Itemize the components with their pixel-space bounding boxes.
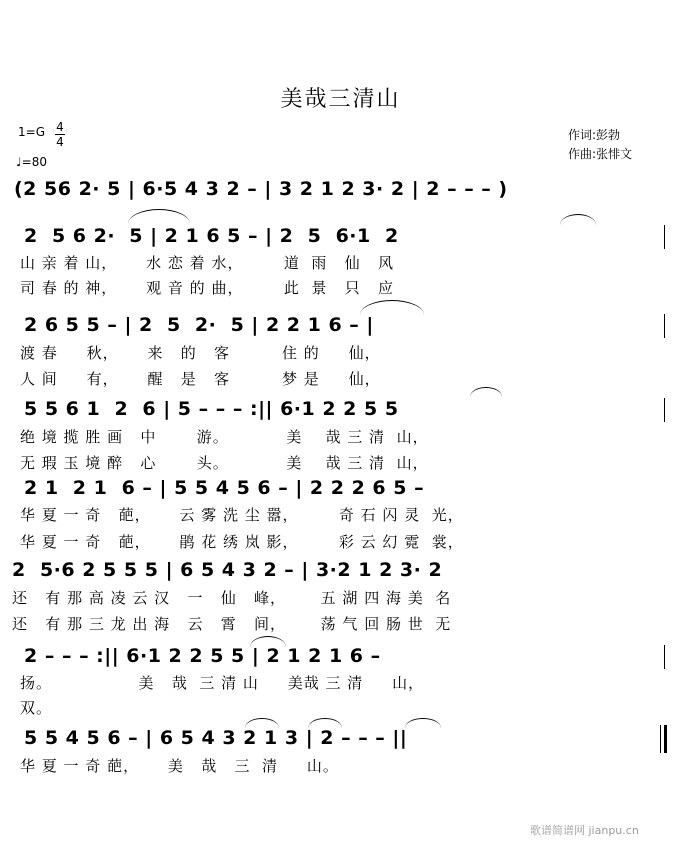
slur-mark <box>405 718 441 728</box>
bar-line <box>664 645 665 669</box>
slur-mark <box>128 209 190 224</box>
tempo-marking <box>16 155 47 169</box>
notation-row-5: 2 1 2 1 6 – | 5 5 4 5 6 – | 2 2 2 6 5 – <box>24 477 425 499</box>
time-numerator: 4 <box>56 120 64 134</box>
slur-mark <box>308 718 342 728</box>
slur-mark <box>470 387 502 397</box>
bar-line <box>664 314 665 338</box>
time-signature <box>54 120 66 149</box>
lyrics-row-8-verse-1: 华 夏 一 奇 葩， 美 哉 三 清 山。 <box>20 757 339 775</box>
lyrics-row-6-verse-2: 还 有 那 三 龙 出 海 云 霄 间， 荡 气 回 肠 世 无 <box>12 615 452 633</box>
bar-line <box>664 398 665 422</box>
lyrics-row-3-verse-1: 渡 春 秋， 来 的 客 住 的 仙， <box>20 344 381 362</box>
watermark: 歌谱简谱网 jianpu.cn <box>530 824 639 837</box>
composer-credit: 作曲:张悱文 <box>568 147 633 161</box>
notation-row-4: 5 5 6 1 2 6 | 5 – – – :|| 6·1 2 2 5 5 <box>24 398 399 420</box>
final-bar-line-thick <box>664 725 667 753</box>
lyricist-credit: 作词:彭勃 <box>568 128 621 142</box>
final-bar-line <box>660 725 661 753</box>
slur-mark <box>360 300 424 315</box>
lyrics-row-6-verse-1: 还 有 那 高 凌 云 汉 一 仙 峰， 五 湖 四 海 美 名 <box>12 589 452 607</box>
notation-row-1: (2 56 2· 5 | 6·5 4 3 2 – | 3 2 1 2 3· 2 | 2 – – – ) <box>14 178 508 200</box>
key-label: 1=G <box>18 125 45 139</box>
lyrics-row-7-verse-2: 双。 <box>20 699 53 717</box>
lyrics-row-5-verse-2: 华 夏 一 奇 葩， 鹃 花 绣 岚 影， 彩 云 幻 霓 裳， <box>20 533 464 551</box>
key-signature <box>18 120 64 149</box>
quarter-note-icon: ♩ <box>16 155 22 169</box>
slur-mark <box>250 636 286 647</box>
slur-mark <box>560 214 596 225</box>
tempo-value: =80 <box>21 155 47 169</box>
notation-row-2: 2 5 6 2· 5 | 2 1 6 5 – | 2 5 6·1 2 <box>24 225 399 247</box>
credits <box>568 126 632 164</box>
slur-mark <box>245 718 279 728</box>
bar-line <box>664 225 665 249</box>
lyrics-row-7-verse-1: 扬。 美 哉 三 清 山 美哉 三 清 山， <box>20 674 425 692</box>
lyrics-row-3-verse-2: 人 间 有， 醒 是 客 梦 是 仙， <box>20 370 381 388</box>
lyrics-row-5-verse-1: 华 夏 一 奇 葩， 云 雾 洗 尘 嚣， 奇 石 闪 灵 光， <box>20 506 464 524</box>
notation-row-7: 2 – – – :|| 6·1 2 2 5 5 | 2 1 2 1 6 – <box>24 645 381 667</box>
song-title: 美哉三清山 <box>280 87 401 112</box>
time-denominator: 4 <box>56 135 64 149</box>
lyrics-row-4-verse-2: 无 瑕 玉 境 醉 心 头。 美 哉 三 清 山， <box>20 454 429 472</box>
notation-row-8: 5 5 4 5 6 – | 6 5 4 3 2 1 3 | 2 – – – || <box>24 727 408 749</box>
lyrics-row-2-verse-1: 山 亲 着 山， 水 恋 着 水， 道 雨 仙 风 <box>20 254 394 272</box>
notation-row-6: 2 5·6 2 5 5 5 | 6 5 4 3 2 – | 3·2 1 2 3· 2 <box>12 559 443 581</box>
notation-row-3: 2 6 5 5 – | 2 5 2· 5 | 2 2 1 6 – | <box>24 314 374 336</box>
lyrics-row-4-verse-1: 绝 境 揽 胜 画 中 游。 美 哉 三 清 山， <box>20 428 429 446</box>
lyrics-row-2-verse-2: 司 春 的 神， 观 音 的 曲， 此 景 只 应 <box>20 279 394 297</box>
